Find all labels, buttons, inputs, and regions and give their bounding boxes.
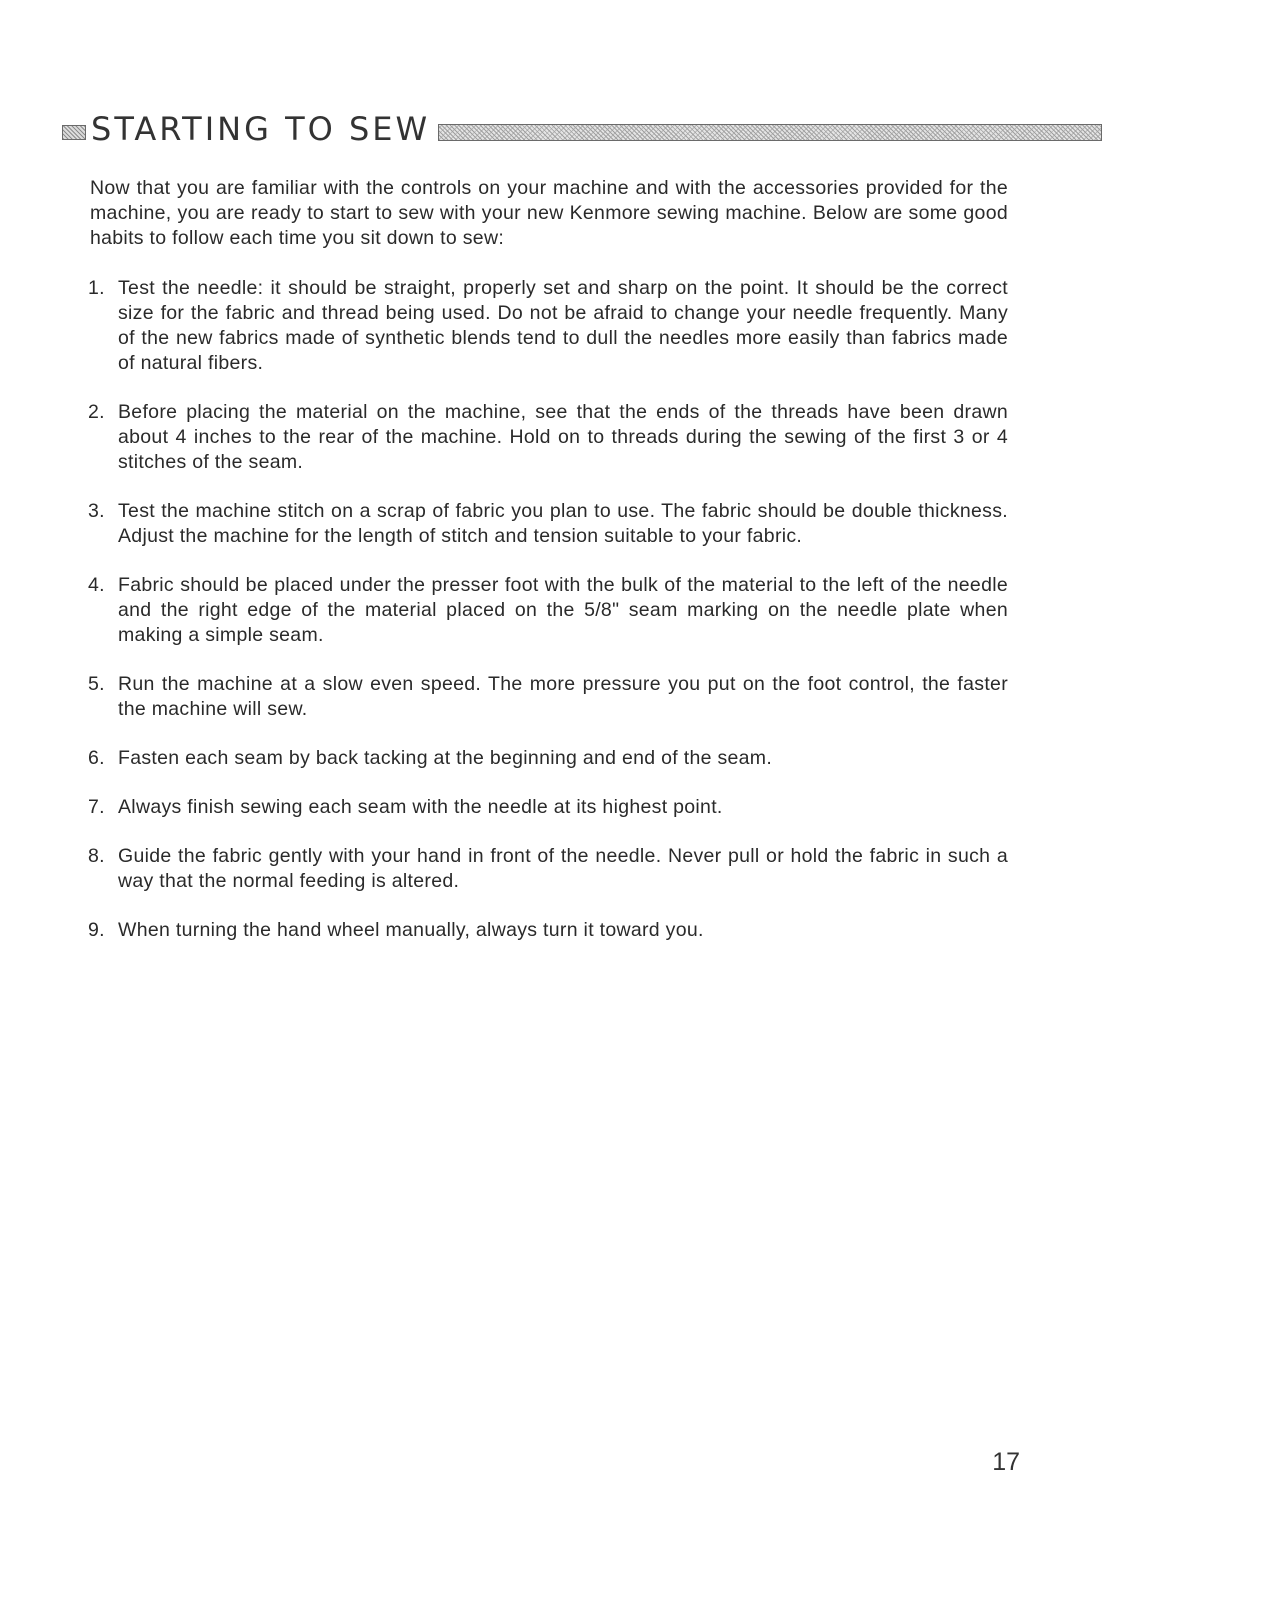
step-text: Before placing the material on the machine, see that the ends of the threads have been drawn about 4 inches to the rear of the machine. Hold on to threads during the sewing of the first 3 or 4 stitches of the seam. <box>118 401 1008 473</box>
list-item <box>88 918 1008 943</box>
list-item <box>88 672 1008 722</box>
step-text: When turning the hand wheel manually, always turn it toward you. <box>118 919 704 941</box>
intro-paragraph: Now that you are familiar with the controls on your machine and with the accessories provided for the machine, you are ready to start to sew with your new Kenmore sewing machine. Below are some good habits to follow each time you sit down to sew: <box>90 177 1008 249</box>
list-item <box>88 499 1008 549</box>
step-number: 4. <box>88 574 105 596</box>
heading-marker <box>62 125 86 140</box>
page-title: STARTING TO SEW <box>91 110 431 148</box>
list-item <box>88 400 1008 475</box>
list-item <box>88 844 1008 894</box>
step-text: Test the needle: it should be straight, properly set and sharp on the point. It should be the correct size for the fabric and thread being used. Do not be afraid to change your needle frequently. Many of the new fabrics made of synthetic blends tend to dull the needles more easily than fabrics made of natural fibers. <box>118 277 1008 374</box>
step-number: 5. <box>88 673 105 695</box>
step-text: Fasten each seam by back tacking at the beginning and end of the seam. <box>118 747 773 769</box>
steps-list <box>88 276 1008 967</box>
section-heading <box>62 112 1102 146</box>
step-text: Run the machine at a slow even speed. The more pressure you put on the foot control, the faster the machine will sew. <box>118 673 1008 720</box>
step-text: Always finish sewing each seam with the needle at its highest point. <box>118 796 723 818</box>
page-number: 17 <box>992 1448 1020 1476</box>
step-text: Guide the fabric gently with your hand in front of the needle. Never pull or hold the fabric in such a way that the normal feeding is altered. <box>118 845 1008 892</box>
step-number: 7. <box>88 796 105 818</box>
step-number: 8. <box>88 845 105 867</box>
heading-rule <box>438 124 1102 141</box>
step-text: Test the machine stitch on a scrap of fabric you plan to use. The fabric should be double thickness. Adjust the machine for the length of stitch and tension suitable to your fabric. <box>118 500 1008 547</box>
step-number: 3. <box>88 500 105 522</box>
step-number: 9. <box>88 919 105 941</box>
step-number: 1. <box>88 277 105 299</box>
step-number: 6. <box>88 747 105 769</box>
list-item <box>88 795 1008 820</box>
list-item <box>88 746 1008 771</box>
step-number: 2. <box>88 401 105 423</box>
step-text: Fabric should be placed under the presser foot with the bulk of the material to the left of the needle and the right edge of the material placed on the 5/8" seam marking on the needle plate when making a simple seam. <box>118 574 1008 646</box>
list-item <box>88 573 1008 648</box>
list-item <box>88 276 1008 376</box>
